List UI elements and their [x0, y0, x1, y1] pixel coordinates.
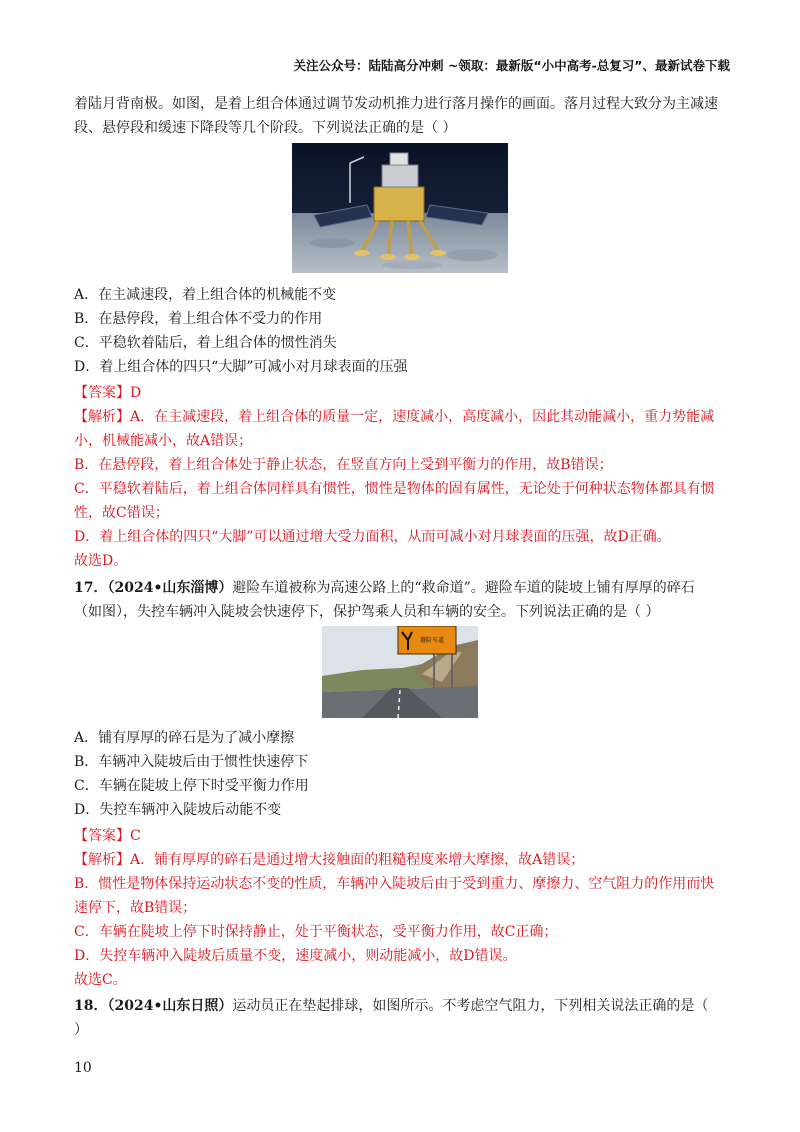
q16-stem-line1: 着陆月背南极。如图，是着上组合体通过调节发动机推力进行落月操作的画面。落月过程大致分为主减速: [74, 96, 718, 112]
q17-analysis-line1: 【解析】A．铺有厚厚的碎石是通过增大接触面的粗糙程度来增大摩擦，故A错误；: [74, 852, 585, 868]
q16-option-c: C．平稳软着陆后，着上组合体的惯性消失: [74, 335, 337, 351]
q16-analysis-line5: 性，故C错误；: [74, 505, 169, 521]
q16-analysis-line3: B．在悬停段，着上组合体处于静止状态，在竖直方向上受到平衡力的作用，故B错误；: [74, 457, 613, 473]
q18-stem-line1: 18．（2024•山东日照）运动员正在垫起排球，如图所示。不考虑空气阻力，下列相关说法正确的是（: [74, 998, 709, 1014]
q16-analysis-line6: D．着上组合体的四只“大脚”可以通过增大受力面积，从而可减小对月球表面的压强，故D正确。: [74, 529, 671, 545]
q17-number: 17．: [74, 580, 108, 596]
analysis-label: 【解析】: [74, 852, 130, 868]
q17-option-d: D．失控车辆冲入陡坡后动能不变: [74, 802, 282, 818]
q16-stem-line2: 段、悬停段和缓速下降段等几个阶段。下列说法正确的是（ ）: [74, 120, 457, 136]
q17-stem-line2: （如图），失控车辆冲入陡坡会快速停下，保护驾乘人员和车辆的安全。下列说法正确的是（ ）: [74, 604, 660, 620]
page-header: 关注公众号：陆陆高分冲刺 ~领取：最新版“小中高考-总复习”、最新试卷下载: [293, 58, 730, 73]
analysis-label: 【解析】: [74, 409, 130, 425]
answer-label: 【答案】: [74, 828, 130, 844]
answer-value: D: [130, 385, 142, 401]
q17-analysis-line4: C．车辆在陡坡上停下时保持静止，处于平衡状态，受平衡力作用，故C正确；: [74, 924, 558, 940]
q16-analysis-line2: 小，机械能减小，故A错误；: [74, 433, 253, 449]
q18-number: 18．: [74, 998, 108, 1014]
q17-analysis-line2: B．惯性是物体保持运动状态不变的性质，车辆冲入陡坡后由于受到重力、摩擦力、空气阻力的作用而快: [74, 876, 715, 892]
page-number: 10: [74, 1060, 92, 1076]
q17-option-a: A．铺有厚厚的碎石是为了减小摩擦: [74, 730, 295, 746]
q17-analysis-line3: 速停下，故B错误；: [74, 900, 197, 916]
q17-option-c: C．车辆在陡坡上停下时受平衡力作用: [74, 778, 309, 794]
q16-conclusion: 故选D。: [74, 553, 128, 569]
q16-option-b: B．在悬停段，着上组合体不受力的作用: [74, 311, 323, 327]
lunar-lander-image: [292, 143, 508, 273]
q17-option-b: B．车辆冲入陡坡后由于惯性快速停下: [74, 754, 309, 770]
q17-source: （2024•山东淄博）: [107, 580, 233, 596]
q18-stem-line2: ）: [74, 1022, 88, 1038]
q16-option-d: D．着上组合体的四只“大脚”可减小对月球表面的压强: [74, 359, 408, 375]
q16-analysis-line4: C．平稳软着陆后，着上组合体同样具有惯性，惯性是物体的固有属性，无论处于何种状态物体都具有惯: [74, 481, 715, 497]
q16-analysis-line1: 【解析】A．在主减速段，着上组合体的质量一定，速度减小，高度减小，因此其动能减小，重力势能减: [74, 409, 715, 425]
answer-label: 【答案】: [74, 385, 130, 401]
answer-value: C: [130, 828, 141, 844]
q17-conclusion: 故选C。: [74, 972, 127, 988]
q18-source: （2024•山东日照）: [107, 998, 233, 1014]
q16-option-a: A．在主减速段，着上组合体的机械能不变: [74, 287, 337, 303]
escape-lane-sign-text: 避险车道: [420, 637, 445, 644]
escape-lane-image: [322, 626, 478, 718]
q17-answer: [74, 824, 726, 848]
q17-stem-line1: 17．（2024•山东淄博）避险车道被称为高速公路上的“救命道”。避险车道的陡坡上铺有厚厚的碎石: [74, 580, 695, 596]
q16-answer: [74, 381, 726, 405]
q17-analysis-line5: D．失控车辆冲入陡坡后质量不变，速度减小，则动能减小，故D错误。: [74, 948, 517, 964]
